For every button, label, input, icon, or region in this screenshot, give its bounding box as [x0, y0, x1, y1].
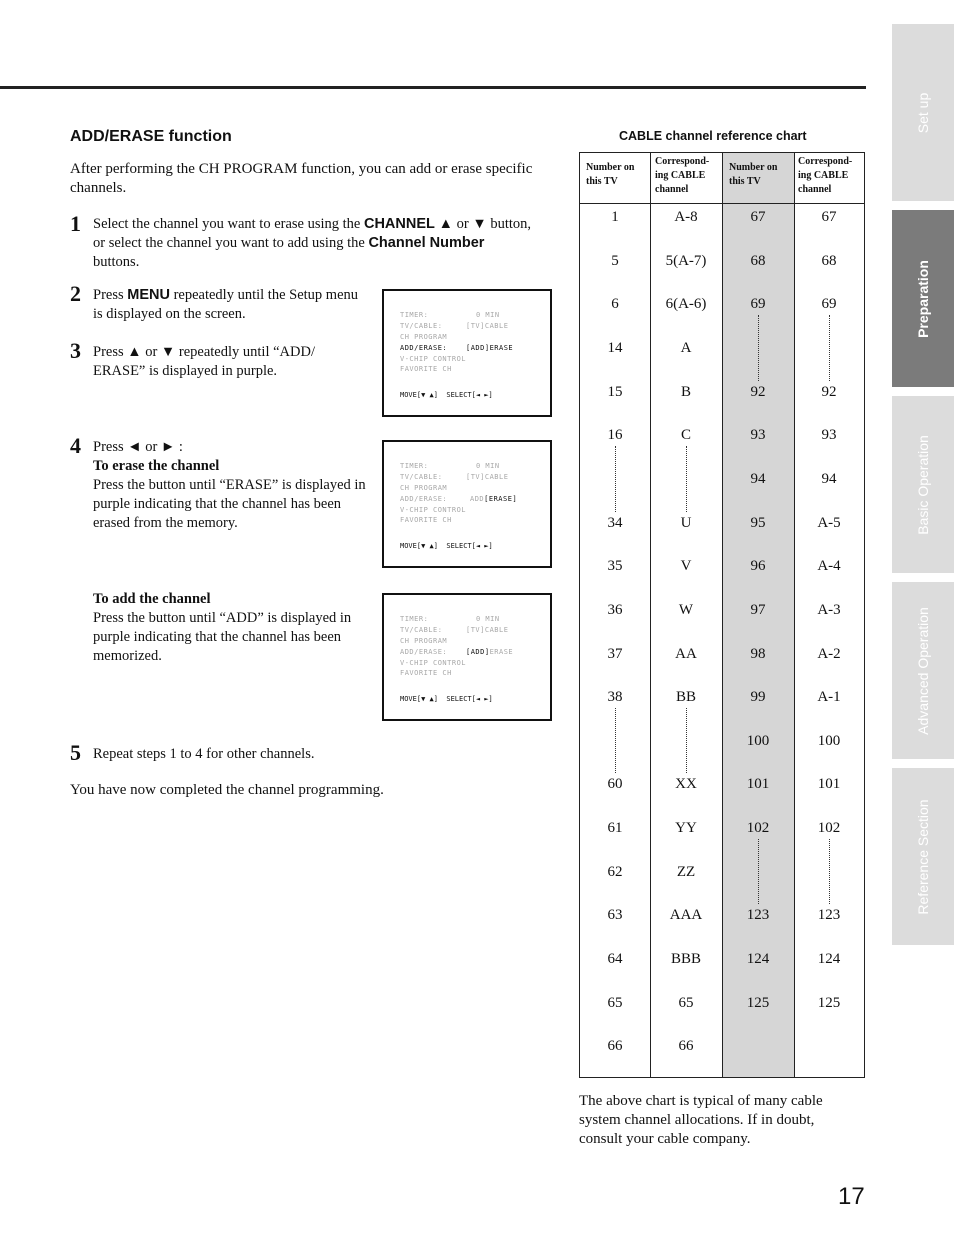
chart-cell-tv: 68	[750, 252, 766, 269]
chart-cell-cable: V	[680, 558, 692, 575]
chart-range-dots	[615, 446, 616, 511]
chart-range-dots	[829, 315, 830, 380]
chart-cell-cable: BB	[675, 689, 696, 706]
osd-screen-erase: TIMER: 0 MIN TV/CABLE: [TV]CABLE CH PROGRAM ADD/ERASE: ADD[ERASE] V-CHIP CONTROL FAVORITE CH MOVE[▼ ▲] SELECT[◄ ►]	[382, 440, 552, 568]
chart-cell-cable: BBB	[670, 951, 701, 968]
tab-reference-section[interactable]: Reference Section	[892, 768, 954, 945]
chart-cell-cable: A-4	[817, 558, 841, 575]
chart-range-dots	[758, 315, 759, 380]
step-2-text: Press MENU repeatedly until the Setup menu is displayed on the screen.	[93, 287, 358, 322]
chart-cell-cable: 100	[817, 732, 841, 749]
chart-header-2: Correspond-ing CABLE channel	[655, 156, 710, 195]
section-title: ADD/ERASE function	[70, 128, 232, 145]
chart-cell-tv: 38	[607, 689, 623, 706]
chart-cell-cable: A-1	[817, 689, 841, 706]
chart-cell-cable: 6(A-6)	[665, 296, 707, 313]
chart-cell-tv: 96	[750, 558, 766, 575]
step-number-5: 5	[70, 740, 81, 765]
chart-cell-cable: A-5	[817, 514, 841, 531]
chart-cell-cable: XX	[675, 776, 697, 793]
chart-cell-cable: C	[680, 427, 691, 444]
add-subtitle: To add the channel	[93, 591, 211, 607]
chart-cell-cable: 123	[817, 907, 841, 924]
chart-range-dots	[686, 446, 687, 511]
chart-cell-cable: 5(A-7)	[665, 252, 707, 269]
chart-cell-tv: 15	[607, 383, 623, 400]
step-4-text: Press ◄ or ► : To erase the channel Press the button until “ERASE” is displayed in purple indicating that the channel has been erased from the memory.	[93, 438, 375, 533]
chart-note: The above chart is typical of many cable system channel allocations. If in doubt, consult your cable company.	[579, 1093, 823, 1147]
chart-cell-tv: 61	[607, 820, 623, 837]
chart-cell-cable: W	[678, 601, 694, 618]
erase-subtitle: To erase the channel	[93, 458, 220, 474]
chart-cell-cable: 66	[678, 1038, 694, 1055]
chart-cell-tv: 125	[746, 994, 770, 1011]
chart-cell-tv: 62	[607, 863, 623, 880]
step-1-text: Select the channel you want to erase using the CHANNEL ▲ or ▼ button, or select the channel you want to add using the Channel Number buttons.	[93, 216, 532, 270]
chart-cell-cable: YY	[675, 820, 697, 837]
tab-setup[interactable]: Set up	[892, 24, 954, 201]
add-channel-text: To add the channel Press the button until “ADD” is displayed in purple indicating that the channel has been memorized.	[93, 590, 375, 666]
chart-cell-tv: 97	[750, 601, 766, 618]
chart-cell-tv: 66	[607, 1038, 623, 1055]
chart-cell-tv: 101	[746, 776, 770, 793]
chart-header-1: Number on this TV	[586, 162, 635, 187]
chart-cell-tv: 123	[746, 907, 770, 924]
cable-channel-chart	[579, 152, 865, 1078]
chart-range-dots	[829, 839, 830, 904]
chart-cell-tv: 1	[611, 209, 619, 225]
osd-screen-setup: TIMER: 0 MIN TV/CABLE: [TV]CABLE CH PROGRAM ADD/ERASE: [ADD]ERASE V-CHIP CONTROL FAVORITE CH MOVE[▼ ▲] SELECT[◄ ►]	[382, 289, 552, 417]
chart-cell-tv: 6	[611, 296, 619, 313]
chart-cell-tv: 98	[750, 645, 766, 662]
header-rule	[0, 86, 866, 89]
chart-title: CABLE channel reference chart	[619, 129, 807, 143]
chart-range-dots	[615, 708, 616, 773]
chart-cell-tv: 64	[607, 951, 623, 968]
chart-cell-tv: 93	[750, 427, 766, 444]
chart-cell-cable: 124	[817, 951, 841, 968]
chart-cell-cable: U	[680, 514, 692, 531]
chart-cell-cable: 65	[678, 994, 694, 1011]
chart-cell-tv: 124	[746, 951, 770, 968]
chart-cell-cable: 102	[817, 820, 841, 837]
chart-cell-cable: A-3	[817, 601, 841, 618]
chart-cell-cable: 94	[821, 470, 837, 487]
tab-preparation[interactable]: Preparation	[892, 210, 954, 387]
step-5-text: Repeat steps 1 to 4 for other channels.	[93, 746, 315, 762]
step-number-4: 4	[70, 433, 81, 458]
chart-header-4: Correspond-ing CABLE channel	[798, 156, 853, 195]
tab-advanced-operation[interactable]: Advanced Operation	[892, 582, 954, 759]
chart-cell-tv: 100	[746, 732, 770, 749]
tab-basic-operation[interactable]: Basic Operation	[892, 396, 954, 573]
chart-cell-tv: 69	[750, 296, 766, 313]
chart-header-3: Number on this TV	[729, 162, 778, 187]
chart-cell-tv: 5	[611, 252, 619, 269]
step-number-3: 3	[70, 338, 81, 363]
chart-cell-tv: 16	[607, 427, 623, 444]
chart-cell-tv: 94	[750, 470, 766, 487]
chart-cell-cable: 69	[821, 296, 837, 313]
outro-text: You have now completed the channel programming.	[70, 782, 384, 798]
chart-cell-cable: B	[680, 383, 691, 400]
chart-cell-tv: 34	[607, 514, 623, 531]
chart-cell-tv: 99	[750, 689, 766, 706]
chart-cell-tv: 35	[607, 558, 623, 575]
chart-cell-cable: 93	[821, 427, 837, 444]
chart-cell-tv: 14	[607, 339, 623, 356]
chart-cell-cable: A	[680, 339, 692, 356]
chart-cell-cable: 68	[821, 252, 837, 269]
chart-cell-cable: AAA	[669, 907, 703, 924]
page-number: 17	[838, 1183, 865, 1210]
chart-cell-tv: 63	[607, 907, 623, 924]
chart-cell-cable: 125	[817, 994, 841, 1011]
step-3-text: Press ▲ or ▼ repeatedly until “ADD/ ERASE” is displayed in purple.	[93, 344, 315, 379]
chart-cell-tv: 102	[746, 820, 770, 837]
chart-cell-tv: 36	[607, 601, 623, 618]
chart-cell-cable: AA	[675, 645, 697, 662]
chart-range-dots	[758, 839, 759, 904]
step-number-2: 2	[70, 281, 81, 306]
chart-cell-cable: 101	[817, 776, 841, 793]
chart-cell-cable: ZZ	[676, 863, 696, 880]
chart-range-dots	[686, 708, 687, 773]
chart-cell-tv: 95	[750, 514, 766, 531]
chart-cell-cable: 92	[821, 383, 837, 400]
chart-cell-cable: A-2	[817, 645, 841, 662]
chart-cell-tv: 60	[607, 776, 623, 793]
intro-text: After performing the CH PROGRAM function, you can add or erase specific channels.	[70, 161, 533, 196]
section-tabs	[892, 24, 954, 954]
osd-screen-add: TIMER: 0 MIN TV/CABLE: [TV]CABLE CH PROGRAM ADD/ERASE: [ADD]ERASE V-CHIP CONTROL FAVORITE CH MOVE[▼ ▲] SELECT[◄ ►]	[382, 593, 552, 721]
chart-cell-cable: A-8	[674, 209, 698, 225]
chart-cell-tv: 37	[607, 645, 623, 662]
chart-cell-tv: 65	[607, 994, 623, 1011]
chart-cell-tv: 67	[750, 209, 766, 225]
step-number-1: 1	[70, 211, 81, 236]
chart-cell-cable: 67	[821, 209, 837, 225]
chart-cell-tv: 92	[750, 383, 766, 400]
